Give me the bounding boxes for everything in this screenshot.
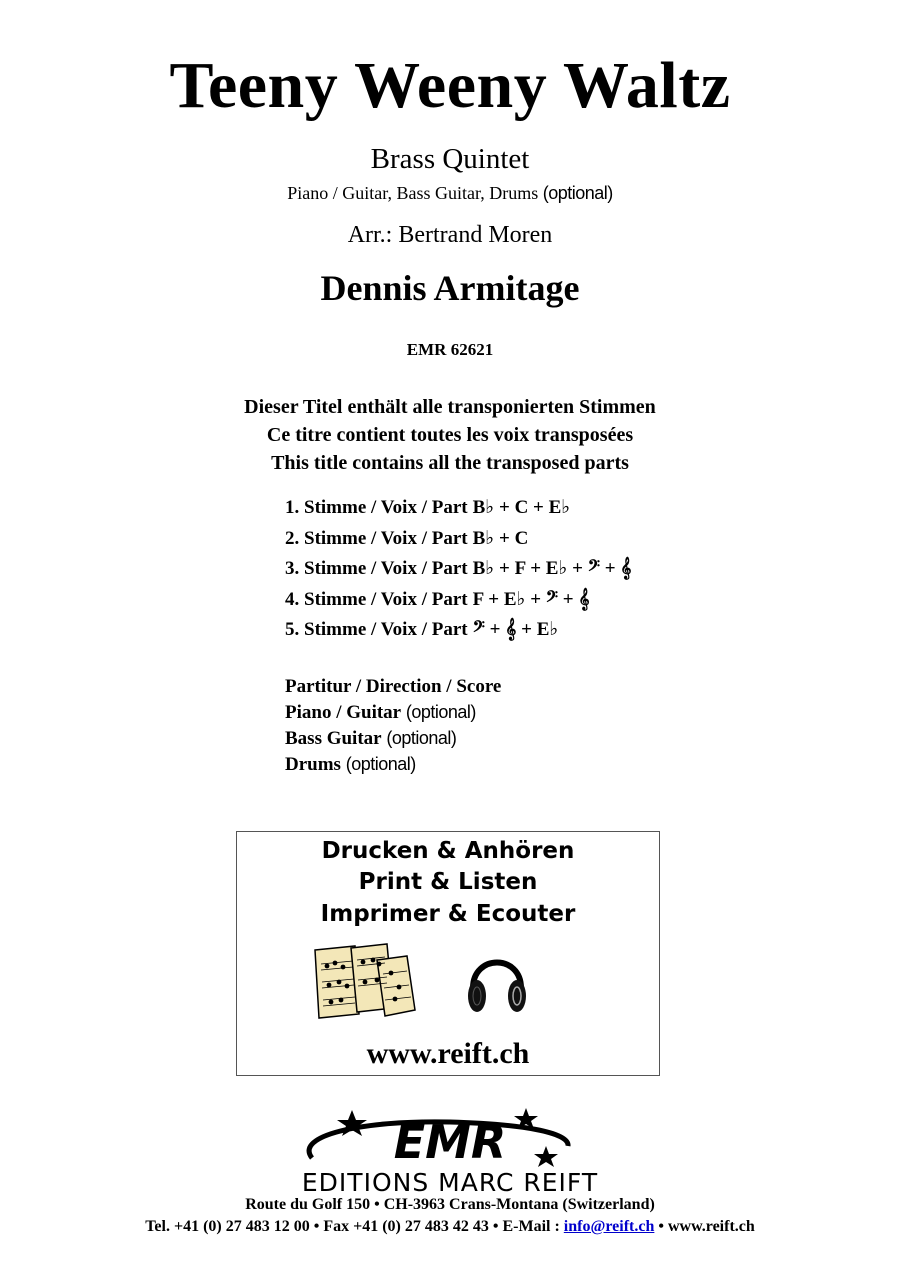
part-item (285, 496, 632, 527)
publisher-address: Route du Golf 150 • CH-3963 Crans-Montana (Switzerland) (245, 1196, 655, 1213)
part-number: 1. (285, 497, 300, 518)
instrumentation: Brass Quintet (370, 143, 530, 175)
composer: Dennis Armitage (320, 268, 580, 308)
print-listen-box (236, 831, 660, 1076)
part-keys: 𝄢 + 𝄞 + E♭ (472, 619, 559, 640)
extra-item (285, 676, 501, 702)
part-prefix: Stimme / Voix / Part (304, 619, 468, 640)
extra-item (285, 702, 501, 728)
optional-instruments-line (0, 183, 900, 204)
language-note-en: This title contains all the transposed parts (271, 452, 629, 474)
emr-logo (300, 1106, 600, 1170)
print-box-line-fr: Imprimer & Ecouter (320, 901, 576, 927)
part-keys: B♭ + F + E♭ + 𝄢 + 𝄞 (472, 558, 632, 579)
extra-label: Drums (285, 754, 341, 775)
logo-text: EMR (393, 1115, 507, 1169)
optional-tag: (optional) (542, 183, 613, 203)
part-number: 4. (285, 588, 300, 610)
email-link[interactable]: info@reift.ch (563, 1218, 655, 1235)
extra-note: (optional) (345, 754, 416, 774)
extra-note: (optional) (405, 702, 476, 722)
part-number: 5. (285, 619, 300, 640)
print-box-line-en: Print & Listen (358, 869, 538, 895)
extras-list (285, 676, 501, 780)
extra-label: Bass Guitar (285, 728, 382, 749)
extra-label: Partitur / Direction / Score (285, 676, 502, 697)
optional-instruments: Piano / Guitar, Bass Guitar, Drums (287, 183, 539, 203)
part-keys: B♭ + C (472, 527, 529, 549)
page-title: Teeny Weeny Waltz (169, 49, 731, 122)
part-number: 3. (285, 558, 300, 579)
part-keys: F + E♭ + 𝄢 + 𝄞 (472, 588, 590, 610)
part-prefix: Stimme / Voix / Part (304, 588, 468, 610)
headphones-icon (465, 944, 529, 1024)
part-number: 2. (285, 527, 300, 549)
part-prefix: Stimme / Voix / Part (304, 497, 468, 518)
part-item (285, 618, 632, 649)
extra-note: (optional) (386, 728, 457, 748)
publisher-contact (0, 1218, 900, 1236)
part-item (285, 588, 632, 619)
publisher-name: EDITIONS MARC REIFT (301, 1168, 599, 1197)
part-item (285, 557, 632, 588)
arranger: Arr.: Bertrand Moren (347, 222, 553, 248)
part-prefix: Stimme / Voix / Part (304, 558, 468, 579)
part-keys: B♭ + C + E♭ (472, 497, 571, 518)
part-prefix: Stimme / Voix / Part (304, 527, 468, 549)
parts-list (285, 496, 632, 649)
language-note-de: Dieser Titel enthält alle transponierten Stimmen (244, 396, 656, 418)
extra-item (285, 728, 501, 754)
extra-item (285, 754, 501, 780)
extra-label: Piano / Guitar (285, 702, 402, 723)
catalog-number: EMR 62621 (406, 340, 494, 359)
print-box-url[interactable]: www.reift.ch (366, 1037, 530, 1070)
print-box-line-de: Drucken & Anhören (321, 838, 575, 864)
contact-phone-fax: Tel. +41 (0) 27 483 12 00 • Fax +41 (0) 27 483 42 43 • E-Mail : (145, 1218, 564, 1235)
part-item (285, 527, 632, 558)
sheet-music-icon (307, 942, 422, 1022)
language-note-fr: Ce titre contient toutes les voix transposées (266, 424, 634, 446)
contact-website[interactable]: • www.reift.ch (654, 1218, 755, 1235)
